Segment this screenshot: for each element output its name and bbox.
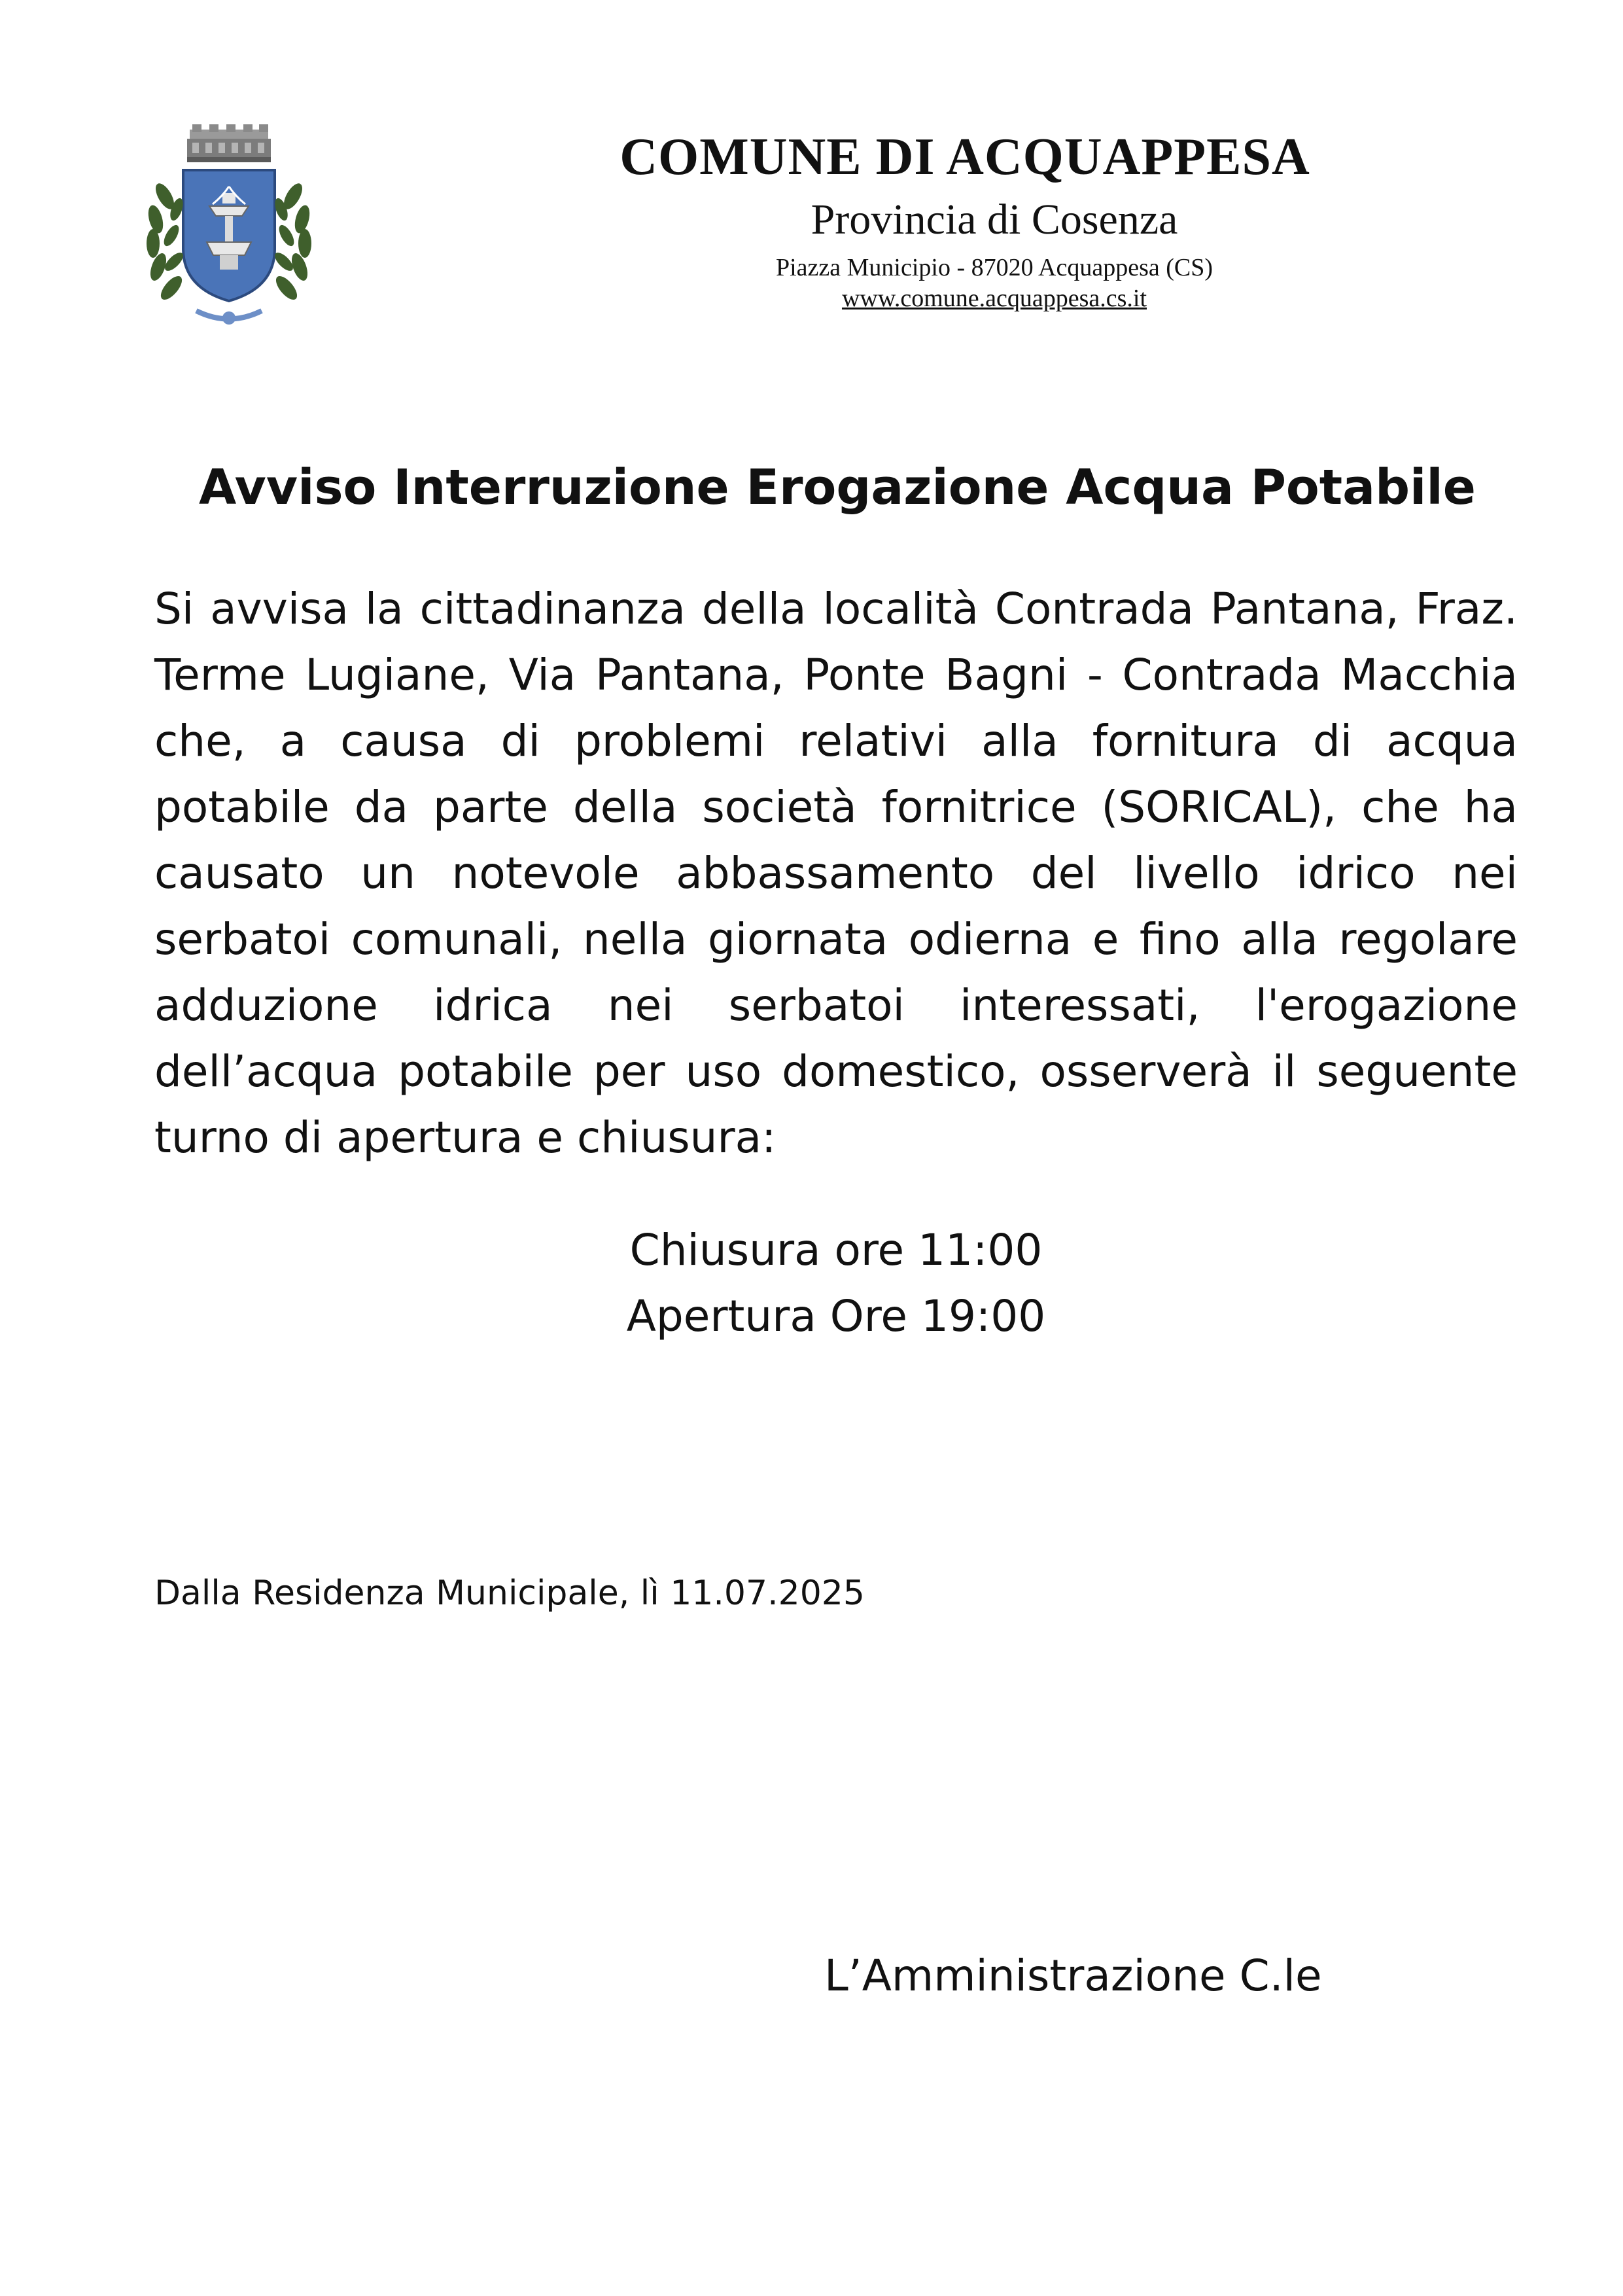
municipality-address: Piazza Municipio - 87020 Acquappesa (CS) xyxy=(775,254,1213,281)
province-name: Provincia di Cosenza xyxy=(811,196,1178,243)
municipality-name: COMUNE DI ACQUAPPESA xyxy=(620,128,1310,186)
signature: L’Amministrazione C.le xyxy=(824,1951,1322,2001)
opening-time: Apertura Ore 19:00 xyxy=(626,1291,1046,1341)
issue-date-line: Dalla Residenza Municipale, lì 11.07.2025 xyxy=(154,1574,865,1613)
letterhead xyxy=(504,124,1374,313)
notice-body: Si avvisa la cittadinanza della località Contrada Pantana, Fraz. Terme Lugiane, Via Pantana, Ponte Bagni - Contrada Macchia che, a causa di problemi relativi alla fornitura di acqua potabile da parte della società fornitrice (SORICAL), che ha causato un notevole abbassamento del livello idrico nei serbatoi comunali, nella giornata odierna e fino alla regolare adduzione idrica nei serbatoi interessati, l'erogazione dell’acqua potabile per uso domestico, osserverà il seguente turno di apertura e chiusura: xyxy=(154,584,1518,1163)
closing-time: Chiusura ore 11:00 xyxy=(629,1225,1043,1275)
website-link[interactable]: www.comune.acquappesa.cs.it xyxy=(841,285,1147,312)
coat-of-arms-icon xyxy=(124,124,334,334)
notice-title: Avviso Interruzione Erogazione Acqua Potabile xyxy=(199,459,1476,516)
water-schedule xyxy=(154,1217,1518,1349)
